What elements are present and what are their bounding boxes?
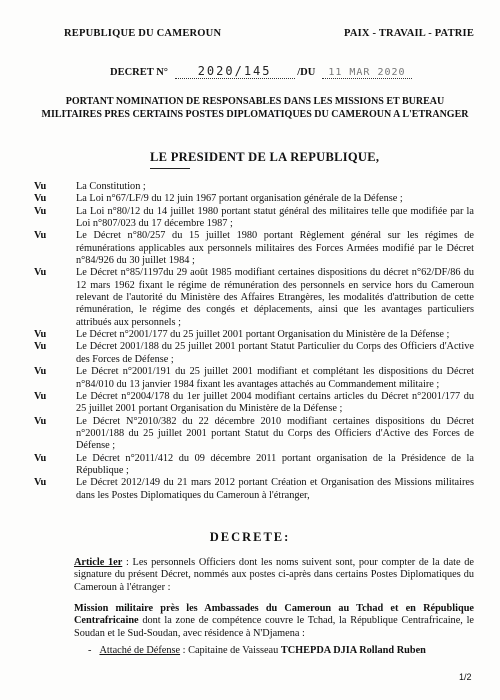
article-1-label: Article 1er — [74, 557, 123, 568]
consideration-item — [34, 181, 474, 193]
decree-date-label: /DU — [297, 67, 316, 78]
decree-number: 2020/145 — [175, 64, 295, 79]
decree-date-stamp: 11 MAR 2020 — [322, 67, 412, 79]
mission-title: Mission militaire près les Ambassades du Cameroun au Tchad et en République Centrafricaine — [74, 603, 474, 627]
vu-label: Vu — [34, 205, 47, 217]
appointee-name: TCHEPDA DJIA Rolland Ruben — [280, 645, 426, 656]
header-motto: PAIX - TRAVAIL - PATRIE — [344, 28, 475, 39]
appointment-rank: : Capitaine de Vaisseau — [182, 645, 279, 656]
consideration-text: Le Décret n°80/257 du 15 juillet 1980 portant Règlement général sur les régimes de rémunérations applicables aux personnels militaires des Forces Armées modifié par le Décret n°84/926 du 30 juillet 1984 ; — [76, 230, 474, 267]
article-1 — [74, 557, 474, 594]
mission-text: dont la zone de compétence couvre le Tchad, la République Centrafricaine, le Soudan et le Sud-Soudan, avec résidence à N'Djamena : — [74, 615, 475, 639]
consideration-item — [34, 453, 474, 478]
consideration-item — [34, 341, 474, 366]
consideration-text: La Constitution ; — [76, 181, 146, 192]
vu-label: Vu — [34, 267, 47, 279]
appointment-entry — [88, 645, 426, 656]
consideration-text: Le Décret n°2001/177 du 25 juillet 2001 portant Organisation du Ministère de la Défense ; — [76, 329, 450, 341]
consideration-text: La Loi n°80/12 du 14 juillet 1980 portant statut général des militaires telle que modifiée par la Loi n°807/023 du 17 décembre 1987 ; — [76, 205, 474, 230]
vu-label: Vu — [34, 230, 47, 242]
consideration-text: Le Décret n°85/1197du 29 août 1985 modifiant certaines dispositions du décret n°62/DF/86 du 12 mars 1962 fixant le régime de rémunération des personnels en service hors du Cameroun relevant de l'autorité du Ministère des Affaires Etrangères, les modalités d'attribution de cette rémunération, le régime des congés et déplacements, ainsi que les avantages particuliers attribués aux personnels ; — [76, 267, 474, 328]
decrete-heading: DECRETE: — [209, 530, 291, 544]
consideration-item — [34, 193, 474, 205]
appointment-bullet: - — [88, 645, 92, 656]
considerations-list — [34, 181, 474, 502]
vu-label: Vu — [34, 341, 47, 353]
appointment-role: Attaché de Défense — [99, 645, 181, 656]
consideration-item — [34, 416, 474, 453]
consideration-text: Le Décret 2001/188 du 25 juillet 2001 portant Statut Particulier du Corps des Officiers d'Active des Forces de Défense ; — [76, 341, 474, 365]
vu-label: Vu — [34, 452, 47, 464]
consideration-item — [34, 329, 474, 341]
heading-underline — [150, 168, 190, 169]
consideration-text: La Loi n°67/LF/9 du 12 juin 1967 portant organisation générale de la Défense ; — [76, 193, 403, 205]
article-1-text: : Les personnels Officiers dont les noms suivent sont, pour compter de la date de signature du présent Décret, nommés aux postes ci-après dans certains Postes Diplomatiques du Cameroun à l'étranger : — [74, 557, 474, 593]
consideration-item — [34, 391, 474, 416]
decree-label: DECRET N° — [110, 67, 168, 78]
vu-label: Vu — [34, 415, 47, 427]
vu-label: Vu — [34, 477, 47, 489]
vu-label: Vu — [34, 366, 47, 378]
page-number: 1/2 — [459, 672, 472, 682]
president-heading: LE PRESIDENT DE LA REPUBLIQUE, — [150, 150, 380, 164]
consideration-text: Le Décret n°2004/178 du 1er juillet 2004 modifiant certains articles du Décret n°2001/177 du 25 juillet 2001 portant Organisation du Ministère de la Défense ; — [76, 390, 474, 415]
consideration-item — [34, 206, 474, 231]
consideration-text: Le Décret 2012/149 du 21 mars 2012 portant Création et Organisation des Missions militaires dans les Postes Diplomatiques du Cameroun à l'étranger, — [76, 477, 474, 501]
consideration-item — [34, 230, 474, 267]
decree-subject: PORTANT NOMINATION DE RESPONSABLES DANS LES MISSIONS ET BUREAU MILITAIRES PRES CERTAINS POSTES DIPLOMATIQUES DU CAMEROUN A L'ETRANGER — [41, 96, 469, 120]
consideration-item — [34, 477, 474, 502]
consideration-text: Le Décret N°2010/382 du 22 décembre 2010 modifiant certaines dispositions du Décret n°2001/188 du 25 juillet 2001 portant Statut du Corps des Officiers d'Active des Forces de Défense ; — [76, 415, 474, 452]
decree-number-line — [110, 64, 412, 79]
consideration-item — [34, 366, 474, 391]
vu-label: Vu — [34, 181, 47, 192]
mission-paragraph — [74, 603, 474, 640]
vu-label: Vu — [34, 390, 47, 402]
consideration-text: Le Décret n°2011/412 du 09 décembre 2011 portant organisation de la Présidence de la République ; — [76, 452, 474, 476]
consideration-text: Le Décret n°2001/191 du 25 juillet 2001 modifiant et complétant les dispositions du Décret n°84/010 du 13 janvier 1984 fixant les avantages attachés au Commandement militaire ; — [76, 366, 474, 390]
vu-label: Vu — [34, 193, 47, 205]
consideration-item — [34, 267, 474, 329]
header-country: REPUBLIQUE DU CAMEROUN — [64, 28, 222, 39]
vu-label: Vu — [34, 329, 47, 341]
